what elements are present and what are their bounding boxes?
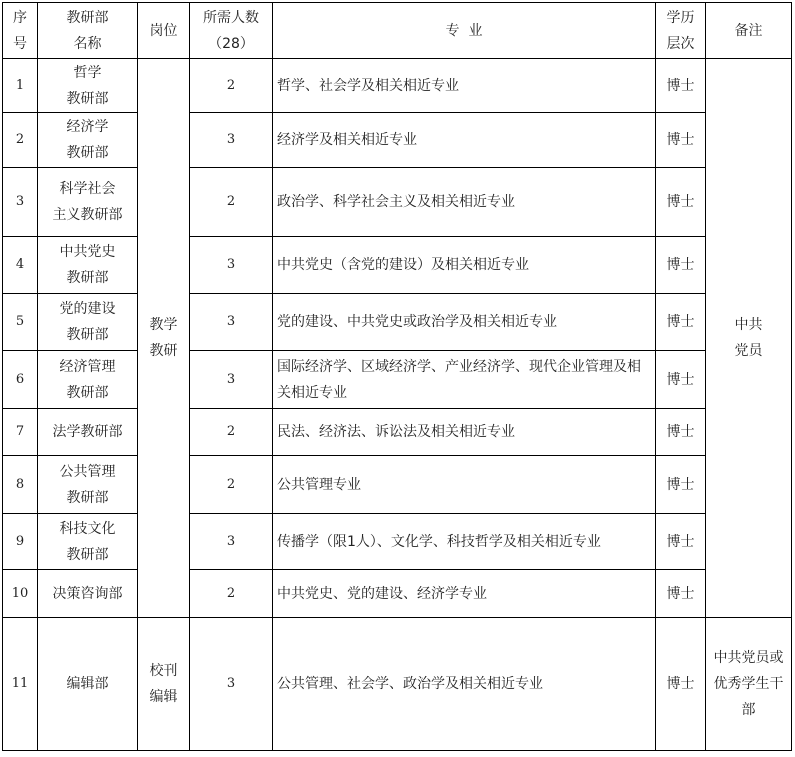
major-cell: 中共党史（含党的建设）及相关相近专业 bbox=[273, 237, 656, 294]
header-degree: 学历 层次 bbox=[656, 3, 706, 59]
degree-cell: 博士 bbox=[656, 237, 706, 294]
remark-cell-party-or-cadre: 中共党员或优秀学生干部 bbox=[706, 618, 792, 751]
major-cell: 政治学、科学社会主义及相关相近专业 bbox=[273, 168, 656, 237]
major-cell: 中共党史、党的建设、经济学专业 bbox=[273, 570, 656, 618]
table-row bbox=[3, 168, 792, 237]
major-cell: 党的建设、中共党史或政治学及相关相近专业 bbox=[273, 294, 656, 351]
major-cell: 传播学（限1人）、文化学、科技哲学及相关相近专业 bbox=[273, 514, 656, 570]
major-cell: 公共管理、社会学、政治学及相关相近专业 bbox=[273, 618, 656, 751]
table-row bbox=[3, 618, 792, 751]
post-cell-editing: 校刊 编辑 bbox=[138, 618, 190, 751]
seq-cell: 9 bbox=[3, 514, 38, 570]
dept-cell: 法学教研部 bbox=[38, 409, 138, 456]
degree-cell: 博士 bbox=[656, 351, 706, 409]
seq-cell: 6 bbox=[3, 351, 38, 409]
count-cell: 3 bbox=[190, 618, 273, 751]
seq-cell: 8 bbox=[3, 456, 38, 514]
table-row bbox=[3, 351, 792, 409]
dept-cell: 决策咨询部 bbox=[38, 570, 138, 618]
table-row bbox=[3, 59, 792, 113]
major-cell: 哲学、社会学及相关相近专业 bbox=[273, 59, 656, 113]
count-cell: 3 bbox=[190, 113, 273, 168]
header-dept: 教研部 名称 bbox=[38, 3, 138, 59]
dept-cell: 党的建设 教研部 bbox=[38, 294, 138, 351]
major-cell: 公共管理专业 bbox=[273, 456, 656, 514]
dept-cell: 哲学 教研部 bbox=[38, 59, 138, 113]
dept-cell: 公共管理 教研部 bbox=[38, 456, 138, 514]
degree-cell: 博士 bbox=[656, 294, 706, 351]
seq-cell: 4 bbox=[3, 237, 38, 294]
major-cell: 经济学及相关相近专业 bbox=[273, 113, 656, 168]
dept-cell: 科学社会 主义教研部 bbox=[38, 168, 138, 237]
header-count: 所需人数 （28） bbox=[190, 3, 273, 59]
header-row bbox=[3, 3, 792, 59]
dept-cell: 编辑部 bbox=[38, 618, 138, 751]
table-row bbox=[3, 237, 792, 294]
count-cell: 3 bbox=[190, 237, 273, 294]
count-cell: 3 bbox=[190, 294, 273, 351]
recruitment-table bbox=[2, 2, 792, 751]
dept-cell: 科技文化 教研部 bbox=[38, 514, 138, 570]
seq-cell: 11 bbox=[3, 618, 38, 751]
table-row bbox=[3, 294, 792, 351]
seq-cell: 7 bbox=[3, 409, 38, 456]
count-cell: 3 bbox=[190, 514, 273, 570]
table-row bbox=[3, 113, 792, 168]
degree-cell: 博士 bbox=[656, 168, 706, 237]
count-cell: 3 bbox=[190, 351, 273, 409]
header-remark: 备注 bbox=[706, 3, 792, 59]
count-cell: 2 bbox=[190, 59, 273, 113]
count-cell: 2 bbox=[190, 168, 273, 237]
degree-cell: 博士 bbox=[656, 618, 706, 751]
degree-cell: 博士 bbox=[656, 59, 706, 113]
post-cell-teaching: 教学 教研 bbox=[138, 59, 190, 618]
table-row bbox=[3, 514, 792, 570]
seq-cell: 3 bbox=[3, 168, 38, 237]
seq-cell: 5 bbox=[3, 294, 38, 351]
seq-cell: 2 bbox=[3, 113, 38, 168]
seq-cell: 1 bbox=[3, 59, 38, 113]
seq-cell: 10 bbox=[3, 570, 38, 618]
remark-cell-party: 中共 党员 bbox=[706, 59, 792, 618]
major-cell: 民法、经济法、诉讼法及相关相近专业 bbox=[273, 409, 656, 456]
count-cell: 2 bbox=[190, 409, 273, 456]
header-post: 岗位 bbox=[138, 3, 190, 59]
table-row bbox=[3, 456, 792, 514]
table-row bbox=[3, 409, 792, 456]
degree-cell: 博士 bbox=[656, 570, 706, 618]
dept-cell: 经济管理 教研部 bbox=[38, 351, 138, 409]
header-seq: 序号 bbox=[3, 3, 38, 59]
degree-cell: 博士 bbox=[656, 409, 706, 456]
major-cell: 国际经济学、区域经济学、产业经济学、现代企业管理及相关相近专业 bbox=[273, 351, 656, 409]
degree-cell: 博士 bbox=[656, 456, 706, 514]
table-row bbox=[3, 570, 792, 618]
count-cell: 2 bbox=[190, 456, 273, 514]
count-cell: 2 bbox=[190, 570, 273, 618]
header-major: 专 业 bbox=[273, 3, 656, 59]
degree-cell: 博士 bbox=[656, 514, 706, 570]
dept-cell: 经济学 教研部 bbox=[38, 113, 138, 168]
degree-cell: 博士 bbox=[656, 113, 706, 168]
dept-cell: 中共党史 教研部 bbox=[38, 237, 138, 294]
